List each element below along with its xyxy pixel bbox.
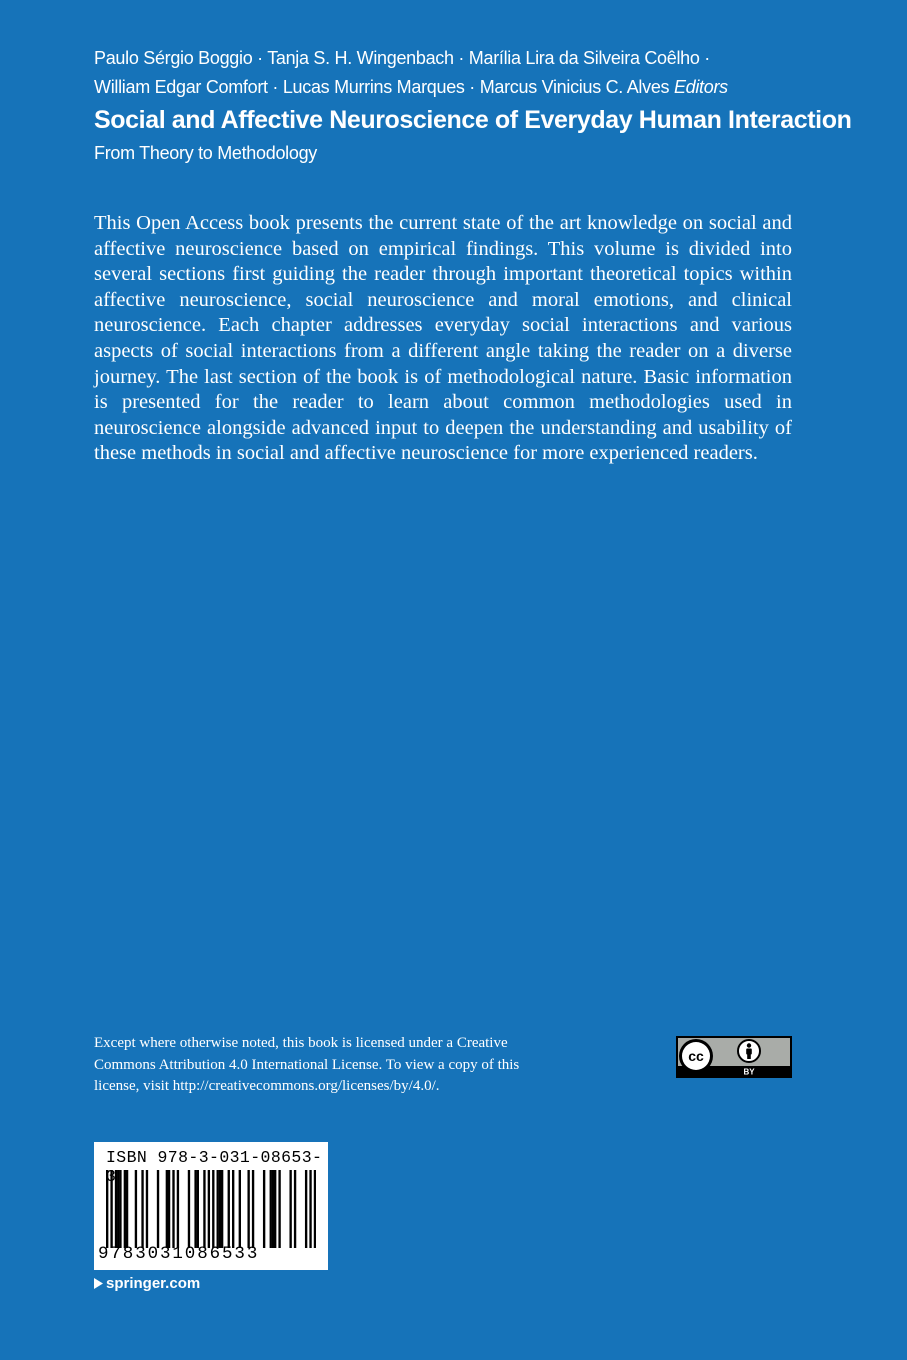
barcode-bar xyxy=(294,1170,296,1248)
barcode-bar xyxy=(194,1170,196,1248)
barcode-bar xyxy=(126,1170,128,1248)
license-notice: Except where otherwise noted, this book is licensed under a Creative Commons Attribution 4.0 International License. To view a copy of this license, visit http://creativecommons.org/licenses/by/4.0/. xyxy=(94,1035,520,1094)
editors-names: William Edgar Comfort · Lucas Murrins Marques · Marcus Vinicius C. Alves xyxy=(94,77,670,97)
barcode-bar xyxy=(157,1170,159,1248)
barcode-bar xyxy=(278,1170,280,1248)
barcode-bar xyxy=(252,1170,254,1248)
play-arrow-icon xyxy=(94,1278,103,1289)
barcode-bar xyxy=(188,1170,190,1248)
barcode-bar xyxy=(212,1170,214,1248)
ean-digits: 9783031086533 xyxy=(98,1244,260,1264)
attribution-person-icon xyxy=(738,1040,760,1062)
barcode-bar xyxy=(141,1170,143,1248)
editors-line-1: Paulo Sérgio Boggio · Tanja S. H. Wingenbach · Marília Lira da Silveira Coêlho · xyxy=(94,48,710,68)
barcode-bar xyxy=(221,1170,223,1248)
barcode-bar xyxy=(270,1170,272,1248)
barcode-bar xyxy=(305,1170,307,1248)
barcode-bar xyxy=(217,1170,219,1248)
book-title: Social and Affective Neuroscience of Everyday Human Interaction xyxy=(94,106,852,134)
barcode-bar xyxy=(166,1170,168,1248)
barcode-bar xyxy=(314,1170,316,1248)
barcode-bar xyxy=(135,1170,137,1248)
barcode-bar xyxy=(168,1170,170,1248)
cc-by-license-badge xyxy=(676,1036,792,1078)
editors-role: Editors xyxy=(673,77,728,97)
isbn-number: ISBN 978-3-031-08653- xyxy=(106,1148,323,1167)
barcode-bar xyxy=(177,1170,179,1248)
publisher-website-link[interactable] xyxy=(94,1275,200,1292)
barcode-bar xyxy=(208,1170,210,1248)
editors-list xyxy=(94,44,814,102)
book-description: This Open Access book presents the current state of the art knowledge on social and affective neuroscience based on empirical findings. This volume is divided into several sections first guiding the reader through important theoretical topics within affective neuroscience, social neuroscience and moral emotions, and clinical neuroscience. Each chapter addresses everyday social interactions and various aspects of social interactions from a different angle taking the reader on a diverse journey. The last section of the book is of methodological nature. Basic information is presented for the reader to learn about common methodologies used in neuroscience alongside advanced input to deepen the understanding and usability of these methods in social and affective neuroscience for more experienced readers. xyxy=(94,212,792,465)
barcode-bar xyxy=(115,1170,117,1248)
barcode-bar xyxy=(197,1170,199,1248)
barcode-bar xyxy=(203,1170,205,1248)
barcode-bar xyxy=(117,1170,119,1248)
barcode-bar xyxy=(239,1170,241,1248)
barcode-bar xyxy=(274,1170,276,1248)
barcode-bar xyxy=(146,1170,148,1248)
cc-logo-icon xyxy=(679,1039,713,1073)
barcode-bar xyxy=(272,1170,274,1248)
isbn-barcode xyxy=(94,1142,328,1270)
barcode-bar xyxy=(232,1170,234,1248)
barcode-bar xyxy=(219,1170,221,1248)
barcode-bar xyxy=(172,1170,174,1248)
barcode-bar xyxy=(119,1170,121,1248)
cc-logo-text: cc xyxy=(688,1048,704,1064)
editors-line-2 xyxy=(94,73,814,102)
barcode-bar xyxy=(247,1170,249,1248)
barcode-bar xyxy=(110,1170,112,1248)
barcode-bar xyxy=(263,1170,265,1248)
barcode-bar xyxy=(124,1170,126,1248)
barcode-bar xyxy=(228,1170,230,1248)
barcode-bar xyxy=(309,1170,311,1248)
book-subtitle: From Theory to Methodology xyxy=(94,143,317,163)
barcode-bar xyxy=(106,1170,108,1248)
barcode-bars xyxy=(106,1170,316,1248)
by-label: BY xyxy=(743,1067,755,1077)
barcode-bar xyxy=(289,1170,291,1248)
publisher-website-text: springer.com xyxy=(106,1275,201,1292)
